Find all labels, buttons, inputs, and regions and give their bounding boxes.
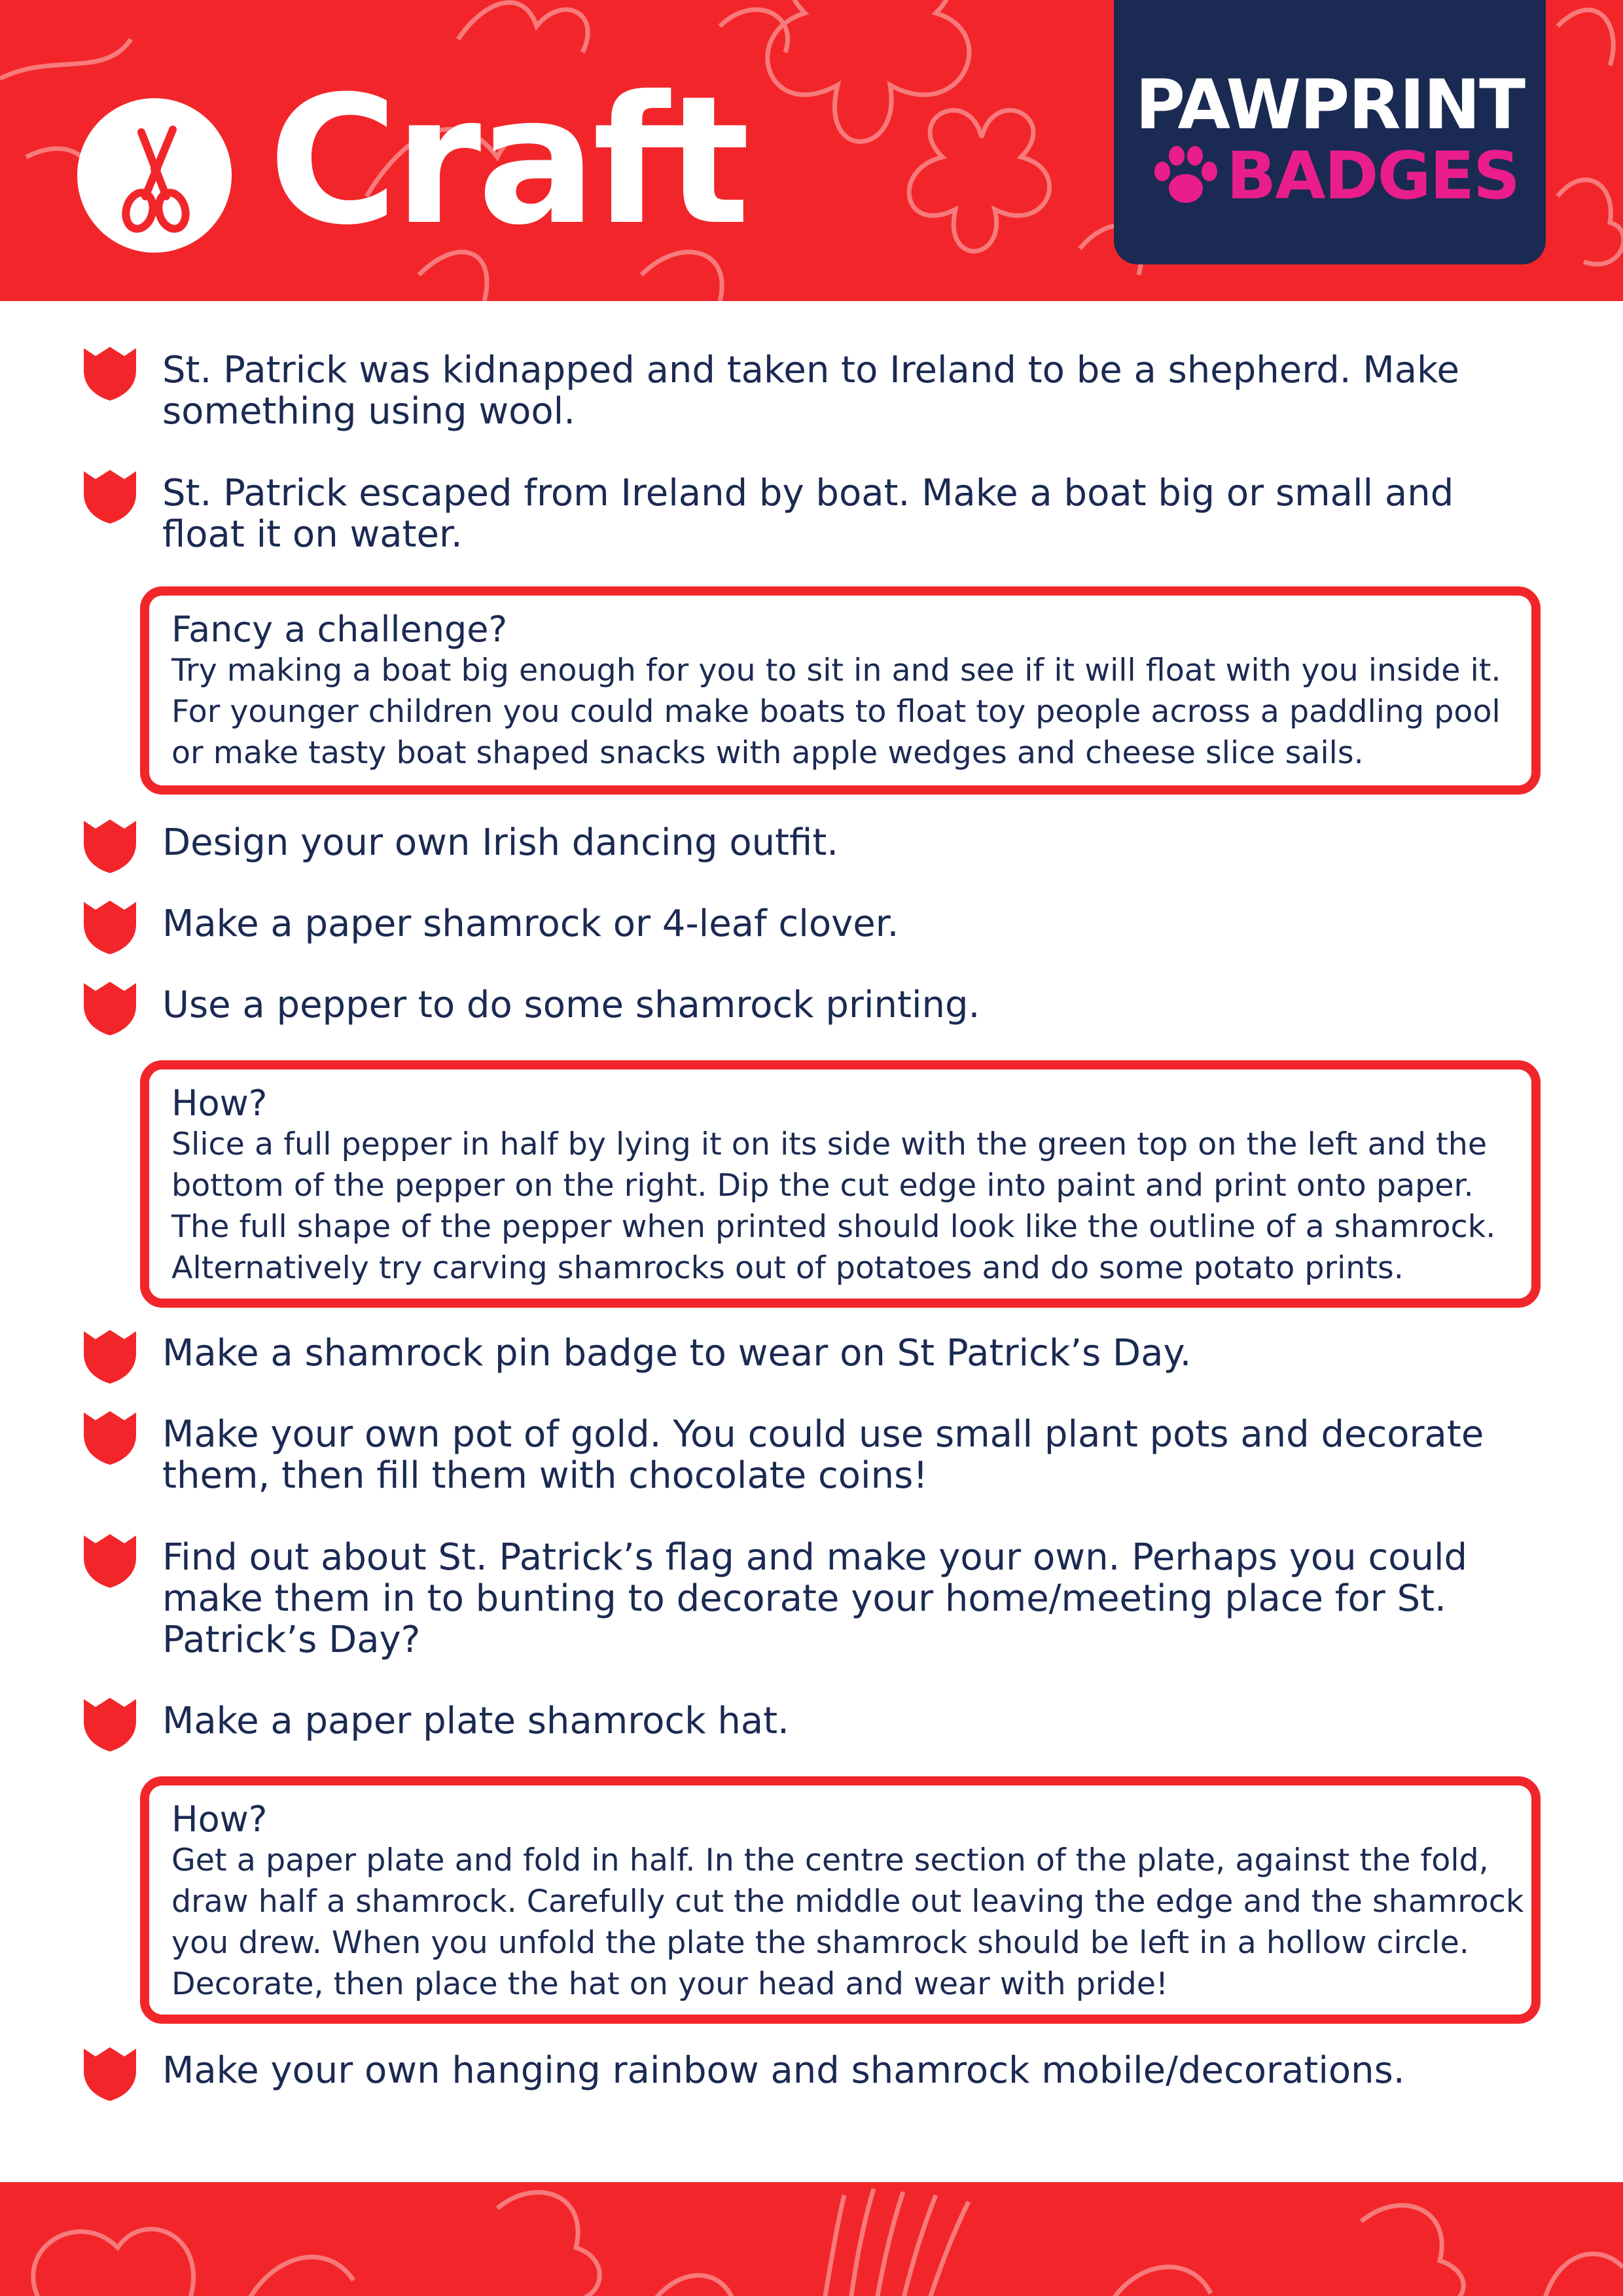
page-title: Craft <box>268 58 747 264</box>
craft-item-4: Make a paper shamrock or 4-leaf clover. <box>162 903 899 945</box>
shield-icon <box>82 1410 137 1465</box>
craft-item-3: Design your own Irish dancing outfit. <box>162 821 839 864</box>
craft-item-9: Make a paper plate shamrock hat. <box>162 1700 789 1742</box>
shield-icon <box>82 1696 137 1751</box>
box-title: Fancy a challenge? <box>171 609 508 650</box>
shield-icon <box>82 818 137 873</box>
shamrock-pattern-decoration <box>0 2182 1623 2296</box>
header-banner <box>0 0 1623 301</box>
challenge-box <box>140 586 1541 795</box>
craft-item-6: Make a shamrock pin badge to wear on St Patrick’s Day. <box>162 1332 1192 1374</box>
craft-item-2: St. Patrick escaped from Ireland by boat. Make a boat big or small and float it on water. <box>162 472 1454 556</box>
shield-icon <box>82 469 137 524</box>
shield-icon <box>82 899 137 954</box>
logo-line-pawprint: PAWPRINT <box>1135 65 1525 145</box>
shield-icon <box>82 1533 137 1588</box>
paw-icon <box>1152 145 1220 208</box>
box-title: How? <box>171 1799 268 1840</box>
footer-banner <box>0 2182 1623 2296</box>
how-box-pepper <box>140 1060 1541 1308</box>
shield-icon <box>82 980 137 1035</box>
box-title: How? <box>171 1083 268 1124</box>
box-body: Try making a boat big enough for you to sit in and see if it will float with you inside it. For younger children you could make boats to float toy people across a paddling pool or make tasty boat shaped snacks with apple wedges and cheese slice sails. <box>171 653 1501 771</box>
shield-icon <box>82 346 137 401</box>
craft-item-5: Use a pepper to do some shamrock printing. <box>162 984 980 1026</box>
how-box-hat <box>140 1776 1541 2024</box>
scissors-icon <box>77 98 232 253</box>
shield-icon <box>82 1329 137 1384</box>
box-body: Get a paper plate and fold in half. In the centre section of the plate, against the fold, draw half a shamrock. Carefully cut the middle out leaving the edge and the shamrock you drew. When you unfold the plate the shamrock should be left in a hollow circle. Decorate, then place the hat on your head and wear with pride! <box>171 1842 1524 2002</box>
logo-line-badges: BADGES <box>1226 137 1520 214</box>
box-body: Slice a full pepper in half by lying it on its side with the green top on the left and the bottom of the pepper on the right. Dip the cut edge into paint and print onto paper. The full shape of the pepper when printed should look like the outline of a shamrock. Alternatively try carving shamrocks out of potatoes and do some potato prints. <box>171 1126 1496 1286</box>
scissors-icon-badge <box>77 98 232 253</box>
craft-item-10: Make your own hanging rainbow and shamrock mobile/decorations. <box>162 2049 1405 2092</box>
craft-item-1: St. Patrick was kidnapped and taken to Ireland to be a shepherd. Make something using wool. <box>162 349 1459 433</box>
pawprint-badges-logo <box>1114 0 1546 264</box>
craft-item-7: Make your own pot of gold. You could use small plant pots and decorate them, then fill them with chocolate coins! <box>162 1413 1484 1497</box>
shield-icon <box>82 2046 137 2101</box>
craft-item-8: Find out about St. Patrick’s flag and make your own. Perhaps you could make them in to bunting to decorate your home/meeting place for St. Patrick’s Day? <box>162 1536 1468 1661</box>
